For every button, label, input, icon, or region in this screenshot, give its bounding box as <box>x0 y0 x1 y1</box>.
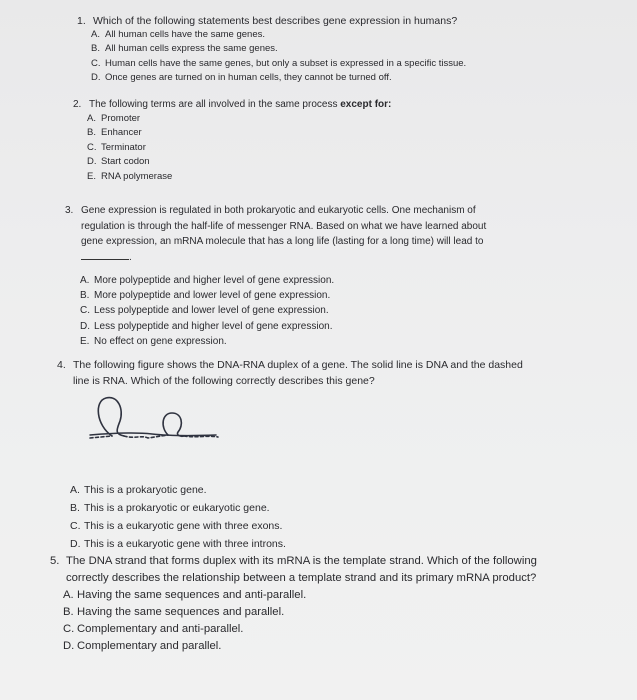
question-4-options <box>57 481 523 553</box>
option-label: C. <box>91 57 101 69</box>
option-label: D. <box>80 320 90 332</box>
option-text: Human cells have the same genes, but only a subset is expressed in a specific tissue. <box>105 57 467 69</box>
option-d <box>80 319 486 334</box>
option-b <box>70 499 523 517</box>
option-a <box>91 28 466 42</box>
question-text: regulation is through the half-life of messenger RNA. Based on what we have learned about <box>81 220 487 232</box>
option-label: D. <box>87 156 97 168</box>
option-e <box>80 334 486 349</box>
question-number: 2. <box>73 99 82 110</box>
question-5 <box>50 553 537 655</box>
option-text: No effect on gene expression. <box>94 335 227 347</box>
answer-blank: . <box>65 250 486 266</box>
option-label: E. <box>80 335 90 347</box>
question-text: The DNA strand that forms duplex with its mRNA is the template strand. Which of the following <box>66 555 537 567</box>
option-label: A. <box>70 484 80 496</box>
option-label: D. <box>63 640 75 652</box>
option-c <box>80 303 486 318</box>
question-2-stem <box>73 98 391 112</box>
option-b <box>91 42 466 56</box>
question-4 <box>57 358 523 553</box>
rna-dashed-left <box>90 436 112 438</box>
option-text: This is a prokaryotic gene. <box>84 484 207 496</box>
question-number: 1. <box>77 15 86 27</box>
option-text: Terminator <box>101 141 146 153</box>
option-text: This is a prokaryotic or eukaryotic gene. <box>84 502 270 514</box>
option-c <box>87 141 391 155</box>
option-text: All human cells express the same genes. <box>105 43 278 55</box>
question-5-stem <box>50 553 537 570</box>
option-a <box>80 273 486 288</box>
question-3-stem <box>65 203 486 219</box>
question-1 <box>77 14 466 86</box>
option-text: More polypeptide and higher level of gene expression. <box>94 275 335 286</box>
option-text: Having the same sequences and anti-parallel. <box>77 589 307 601</box>
option-c <box>63 621 537 638</box>
option-b <box>87 126 391 140</box>
option-text: This is a eukaryotic gene with three exons. <box>84 520 283 532</box>
question-1-stem <box>77 14 466 28</box>
option-label: B. <box>91 43 100 55</box>
option-a <box>70 481 523 499</box>
question-2-options <box>73 112 391 184</box>
question-2 <box>73 98 391 184</box>
question-3-stem-line-3 <box>65 234 486 250</box>
option-text: Enhancer <box>101 127 142 139</box>
option-a <box>87 112 391 126</box>
option-text: All human cells have the same genes. <box>105 29 266 40</box>
option-label: D. <box>91 72 101 84</box>
option-label: C. <box>80 305 90 317</box>
option-c <box>70 517 523 535</box>
option-text: Once genes are turned on in human cells, they cannot be turned off. <box>105 72 392 84</box>
option-label: C. <box>70 520 81 532</box>
option-text: Less polypeptide and higher level of gene expression. <box>94 320 333 332</box>
option-label: D. <box>70 538 81 550</box>
option-text: Complementary and parallel. <box>77 640 222 652</box>
intron-loop-1 <box>98 398 124 436</box>
option-text: This is a eukaryotic gene with three introns. <box>84 538 286 550</box>
option-label: C. <box>63 623 75 635</box>
question-3-options <box>65 273 486 349</box>
question-1-options <box>77 28 466 86</box>
question-text: line is RNA. Which of the following correctly describes this gene? <box>73 374 375 387</box>
question-4-stem <box>57 358 523 374</box>
option-label: B. <box>63 606 74 618</box>
rna-dashed-right <box>184 436 218 437</box>
option-d <box>63 638 537 655</box>
option-label: C. <box>87 141 97 153</box>
option-label: B. <box>80 290 90 302</box>
question-5-stem-line-2 <box>50 570 537 587</box>
question-number: 3. <box>65 205 74 216</box>
option-label: B. <box>87 127 96 139</box>
dna-rna-duplex-figure <box>84 391 224 449</box>
intron-loop-2 <box>163 413 184 436</box>
question-text: The following terms are all involved in the same process <box>89 99 338 110</box>
option-d <box>91 71 466 85</box>
option-b <box>80 288 486 303</box>
option-label: A. <box>63 589 74 601</box>
question-number: 4. <box>57 359 66 371</box>
question-text: gene expression, an mRNA molecule that has a long life (lasting for a long time) will lead to <box>81 236 484 247</box>
option-text: Less polypeptide and lower level of gene expression. <box>94 305 329 317</box>
option-d <box>87 155 391 169</box>
option-label: E. <box>87 170 96 182</box>
option-text: Having the same sequences and parallel. <box>77 606 285 618</box>
question-emphasis: except for: <box>340 99 392 110</box>
question-text: Gene expression is regulated in both prokaryotic and eukaryotic cells. One mechanism of <box>81 205 476 216</box>
question-3-stem-line-2 <box>65 219 486 235</box>
option-a <box>63 587 537 604</box>
option-text: Promoter <box>101 113 141 124</box>
blank-line <box>81 251 129 260</box>
option-text: Complementary and anti-parallel. <box>77 623 244 635</box>
option-label: B. <box>70 502 80 514</box>
question-text: Which of the following statements best describes gene expression in humans? <box>93 15 458 27</box>
question-4-stem-line-2 <box>57 374 523 390</box>
question-text: The following figure shows the DNA-RNA duplex of a gene. The solid line is DNA and the dashed <box>73 359 523 371</box>
option-d <box>70 535 523 553</box>
option-c <box>91 57 466 71</box>
option-label: A. <box>87 113 96 124</box>
option-text: More polypeptide and lower level of gene expression. <box>94 290 331 302</box>
option-label: A. <box>91 29 100 40</box>
option-text: RNA polymerase <box>101 170 173 182</box>
option-b <box>63 604 537 621</box>
option-e <box>87 170 391 184</box>
option-label: A. <box>80 275 90 286</box>
question-number: 5. <box>50 555 60 567</box>
question-5-options <box>50 587 537 655</box>
question-text: correctly describes the relationship between a template strand and its primary mRNA product? <box>66 572 537 584</box>
option-text: Start codon <box>101 156 150 168</box>
question-3 <box>65 203 486 349</box>
